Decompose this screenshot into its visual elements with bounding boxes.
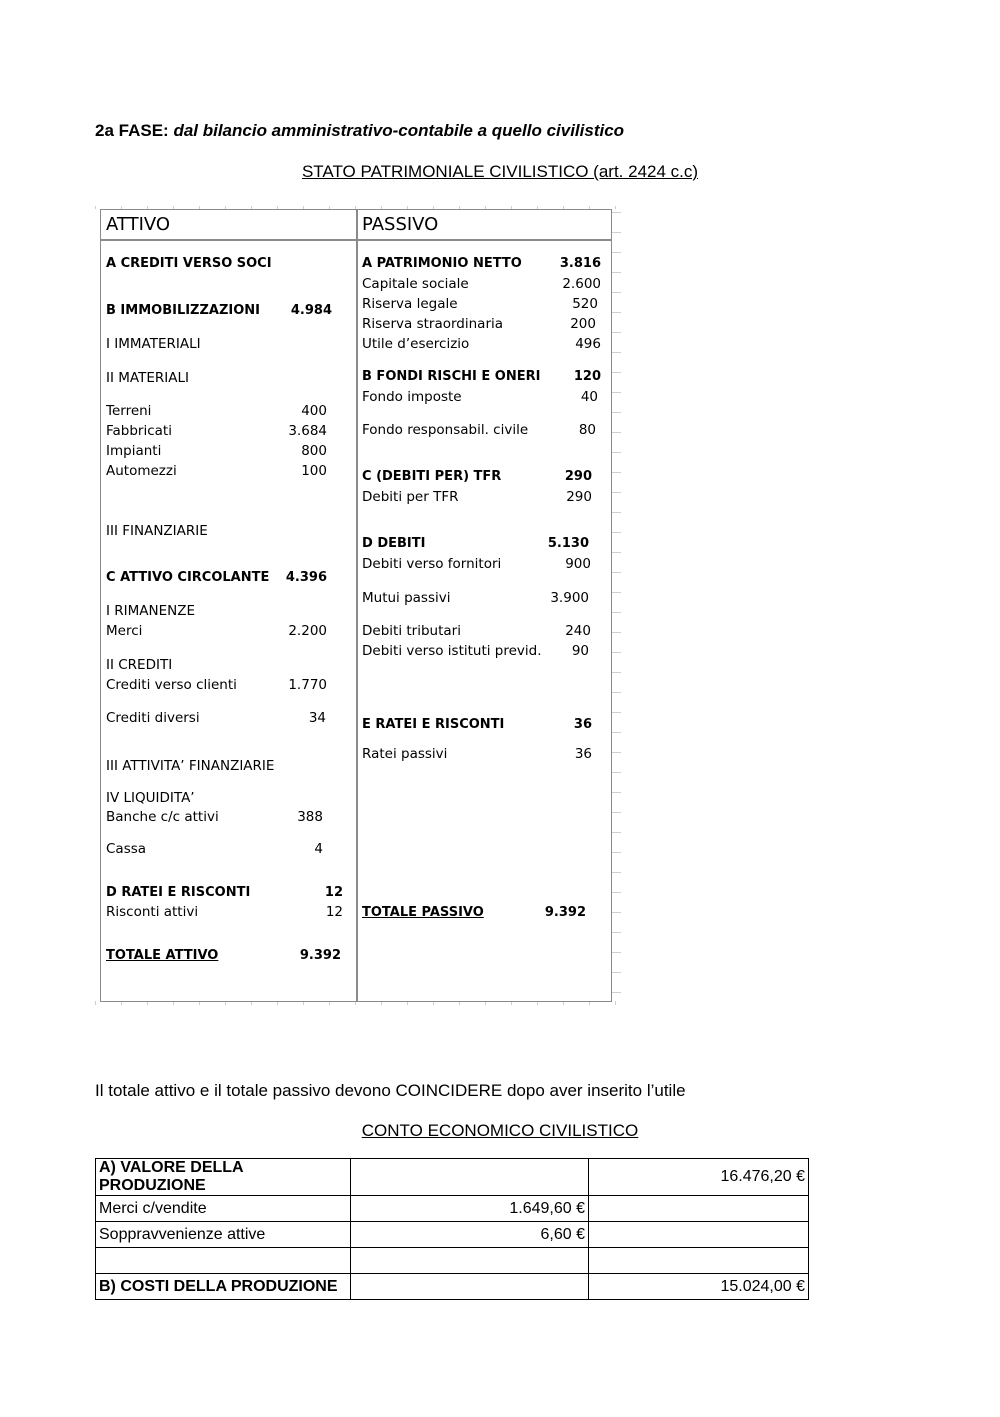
ce-mid-value: [351, 1274, 589, 1300]
ce-label: A) VALORE DELLA PRODUZIONE: [96, 1159, 351, 1196]
passivo-value: 520: [572, 296, 598, 312]
attivo-label: I IMMATERIALI: [106, 336, 201, 352]
attivo-value: 100: [301, 463, 327, 479]
passivo-label-text: Fondo responsabil. civile: [362, 422, 529, 438]
passivo-label: D DEBITI: [362, 536, 426, 551]
passivo-value: 900: [565, 556, 591, 572]
attivo-label: Crediti diversi: [106, 710, 200, 726]
ce-total-value: [589, 1222, 809, 1248]
totale-attivo-value: 9.392: [299, 948, 341, 963]
table-row: [96, 1222, 809, 1248]
ce-mid-value: 1.649,60 €: [351, 1196, 589, 1222]
attivo-label: Fabbricati: [106, 423, 172, 439]
header-divider: [101, 239, 611, 241]
passivo-label: Debiti per TFR: [362, 489, 459, 505]
heading-prefix: 2a FASE:: [95, 121, 169, 140]
attivo-value: 34: [308, 710, 326, 726]
table-row: [96, 1274, 809, 1300]
attivo-value: 4.396: [285, 570, 327, 585]
ce-total-value: [589, 1196, 809, 1222]
attivo-label: IV LIQUIDITA’: [106, 790, 195, 806]
table-row: [96, 1196, 809, 1222]
attivo-label: B IMMOBILIZZAZIONI: [106, 303, 261, 318]
passivo-label: Utile d’esercizio: [362, 336, 470, 352]
attivo-label: Risconti attivi: [106, 904, 199, 920]
ce-mid-value: [351, 1248, 589, 1274]
passivo-label: Debiti verso istituti previd.: [362, 643, 542, 659]
attivo-label: Impianti: [106, 443, 162, 459]
stato-patrimoniale-title: STATO PATRIMONIALE CIVILISTICO (art. 2424 c.c): [301, 162, 699, 181]
table-row: [96, 1159, 809, 1196]
attivo-value: 4.984: [290, 303, 332, 318]
conto-economico-table: [95, 1158, 809, 1300]
passivo-value: 496: [575, 336, 601, 352]
attivo-value: 2.200: [288, 623, 327, 639]
ce-label: [96, 1248, 351, 1274]
passivo-label: Ratei passivi: [362, 746, 448, 762]
attivo-label: III FINANZIARIE: [106, 523, 208, 539]
ce-total-value: 16.476,20 €: [589, 1159, 809, 1196]
passivo-value: 90: [571, 643, 589, 659]
ce-label: B) COSTI DELLA PRODUZIONE: [96, 1274, 351, 1300]
attivo-value: 4: [314, 841, 323, 857]
attivo-value: 400: [301, 403, 327, 419]
passivo-value: 40: [580, 389, 598, 405]
attivo-label: I RIMANENZE: [106, 603, 196, 619]
attivo-value: 800: [301, 443, 327, 459]
attivo-label: II CREDITI: [106, 657, 173, 673]
attivo-label: A CREDITI VERSO SOCI: [106, 256, 272, 271]
passivo-value: 3.816: [559, 256, 601, 271]
passivo-value: 290: [564, 469, 592, 484]
ce-mid-value: [351, 1159, 589, 1196]
attivo-header: ATTIVO: [106, 214, 171, 235]
totale-passivo-label: TOTALE PASSIVO: [362, 905, 484, 920]
attivo-label: Automezzi: [106, 463, 177, 479]
passivo-label: C (DEBITI PER) TFR: [362, 469, 502, 484]
passivo-label: Capitale sociale: [362, 276, 469, 292]
totale-attivo-label: TOTALE ATTIVO: [106, 948, 219, 963]
attivo-label: II MATERIALI: [106, 370, 189, 386]
passivo-value: 36: [573, 717, 592, 732]
coincidence-note: Il totale attivo e il totale passivo devono COINCIDERE dopo aver inserito l’utile: [95, 1081, 686, 1100]
ce-total-value: 15.024,00 €: [589, 1274, 809, 1300]
heading-italic: dal bilancio amministrativo-contabile a quello civilistico: [173, 121, 625, 140]
ce-total-value: [589, 1248, 809, 1274]
totale-passivo-value: 9.392: [544, 905, 586, 920]
passivo-label: A PATRIMONIO NETTO: [362, 256, 522, 271]
attivo-label: Crediti verso clienti: [106, 677, 237, 693]
attivo-label: Banche c/c attivi: [106, 809, 219, 825]
passivo-label: Mutui passivi: [362, 590, 451, 606]
passivo-value: 2.600: [562, 276, 601, 292]
conto-economico-title: CONTO ECONOMICO CIVILISTICO: [361, 1121, 639, 1140]
attivo-value: 12: [325, 904, 343, 920]
passivo-label: E RATEI E RISCONTI: [362, 717, 505, 732]
balance-sheet: [100, 209, 612, 1002]
passivo-label: Riserva legale: [362, 296, 458, 312]
attivo-value: 1.770: [288, 677, 327, 693]
sheet-gridline-right: [611, 212, 621, 1002]
passivo-label: Fondo imposte: [362, 389, 462, 405]
attivo-label: Cassa: [106, 841, 147, 857]
passivo-value: 120: [573, 369, 601, 384]
attivo-label: C ATTIVO CIRCOLANTE: [106, 570, 270, 585]
passivo-label: B FONDI RISCHI E ONERI: [362, 369, 541, 384]
passivo-value: 36: [574, 746, 592, 762]
ce-mid-value: 6,60 €: [351, 1222, 589, 1248]
passivo-label: Debiti tributari: [362, 623, 461, 639]
attivo-value: 12: [324, 885, 343, 900]
attivo-value: 3.684: [288, 423, 327, 439]
attivo-value: 388: [297, 809, 323, 825]
column-divider: [356, 210, 358, 1001]
attivo-label: Terreni: [106, 403, 152, 419]
attivo-label: D RATEI E RISCONTI: [106, 885, 251, 900]
passivo-header: PASSIVO: [362, 214, 439, 235]
section-heading: [95, 121, 624, 141]
passivo-label: Riserva straordinaria: [362, 316, 504, 332]
passivo-value: 240: [565, 623, 591, 639]
passivo-value: 3.900: [550, 590, 589, 606]
ce-label: Merci c/vendite: [96, 1196, 351, 1222]
attivo-label: III ATTIVITA’ FINANZIARIE: [106, 758, 275, 774]
passivo-value: 80: [578, 422, 596, 438]
passivo-label: Debiti verso fornitori: [362, 556, 502, 572]
passivo-value: 200: [570, 316, 596, 332]
passivo-value: 290: [566, 489, 592, 505]
ce-label: Soppravvenienze attive: [96, 1222, 351, 1248]
table-row: [96, 1248, 809, 1274]
passivo-label: [362, 422, 528, 438]
attivo-label: Merci: [106, 623, 143, 639]
passivo-value: 5.130: [547, 536, 589, 551]
